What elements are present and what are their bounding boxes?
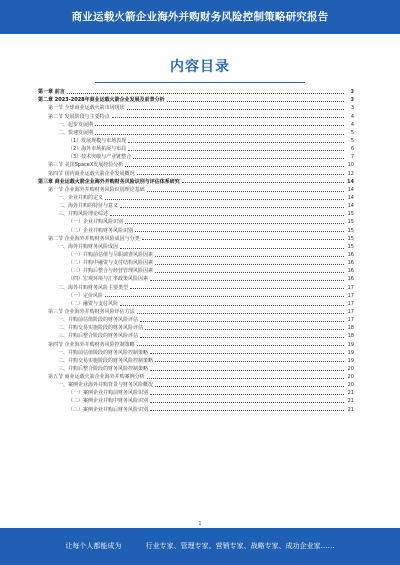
toc-entry-page: 20 [347,382,354,389]
toc-entry[interactable] [38,282,354,290]
toc-entry-page: 3 [350,105,354,112]
toc-entry[interactable] [38,356,354,364]
footer-slogan-left: 让每个人都能成为 [65,542,122,550]
toc-entry[interactable] [38,111,354,119]
toc-entry[interactable] [38,315,354,323]
page-number: 1 [198,521,202,527]
toc-dot-leader [67,93,344,94]
toc-entry-page: 17 [347,317,354,324]
toc-dot-leader [155,264,344,265]
toc-entry-label: 第二章 2023-2028年商业运载火箭企业发展及前景分析 [38,97,165,104]
toc-entry-page: 4 [350,121,354,128]
toc-entry-label: 三、并购风险理论综述 [58,211,109,218]
toc-entry-label: （2）海外市场拓展与布局 [68,146,127,153]
toc-entry[interactable] [38,348,354,356]
toc-entry-label: （三）并购后整合与经营管理风险因素 [68,268,154,275]
toc-entry-page: 16 [347,276,354,283]
toc-entry-label: 第一章 前言 [38,89,65,96]
toc-dot-leader [140,337,344,338]
toc-entry-page: 15 [347,211,354,218]
toc-entry-page: 17 [347,292,354,299]
toc-dot-leader [95,134,344,135]
toc-dot-leader [155,256,344,257]
toc-dot-leader [150,280,344,281]
toc-dot-leader [150,353,344,354]
toc-entry-label: （一）定价风险 [68,292,104,299]
toc-entry[interactable] [38,404,354,412]
toc-entry-label: （二）融资与支付风险 [68,300,119,307]
toc-entry-label: （一）案例企业并购前财务风险识别 [68,390,149,397]
toc-entry-page: 4 [350,113,354,120]
toc-entry[interactable] [38,364,354,372]
toc-entry-page: 3 [350,97,354,104]
toc-entry-page: 14 [347,194,354,201]
toc-entry-label: （一）企业并购风险识别 [68,219,124,226]
toc-entry[interactable] [38,274,354,282]
toc-entry[interactable] [38,177,354,185]
toc-entry[interactable] [38,185,354,193]
toc-entry-label: （二）企业并购财务风险识别 [68,227,134,234]
toc-entry-page: 5 [350,129,354,136]
toc-entry-label: 二、海外并购的特征与意义 [58,203,119,210]
toc-dot-leader [167,101,344,102]
toc-entry-page: 10 [347,162,354,169]
toc-entry-page: 19 [347,341,354,348]
toc-entry-page: 17 [347,308,354,315]
toc-entry-label: 第三节 美国SpaceX发展经验分析 [48,162,124,169]
report-title: 商业运载火箭企业海外并购财务风险控制策略研究报告 [71,11,329,23]
toc-entry-label: （四）宏观环境与汇率政策风险因素 [68,276,149,283]
toc-entry-page: 16 [347,268,354,275]
toc-entry-page: 14 [347,203,354,210]
toc-dot-leader [142,239,344,240]
toc-entry-page: 21 [347,406,354,413]
toc-dot-leader [150,394,344,395]
toc-entry-page: 6 [350,146,354,153]
toc-dot-leader [125,166,344,167]
toc-entry-label: 第二节 发展阶段与主要特点 [48,113,110,120]
toc-entry-page: 17 [347,300,354,307]
toc-entry-label: 一、起步发展期 [58,121,94,128]
toc-dot-leader [147,191,344,192]
toc-entry-page: 12 [347,170,354,177]
toc-entry-page: 21 [347,398,354,405]
toc-entry-page: 18 [347,333,354,340]
toc-entry[interactable] [38,323,354,331]
toc-entry[interactable] [38,266,354,274]
toc-entry-label: （3）技术突破与产业链整合 [68,154,132,161]
table-of-contents [38,87,354,519]
toc-dot-leader [145,329,344,330]
toc-entry-page: 14 [347,186,354,193]
toc-entry[interactable] [38,380,354,388]
toc-entry[interactable] [38,103,354,111]
toc-entry-label: 二、快速发展期 [58,129,94,136]
toc-dot-leader [150,370,344,371]
toc-entry-label: 第三节 企业海外并购财务风险评估方法 [48,308,135,315]
toc-entry[interactable] [38,120,354,128]
toc-dot-leader [137,174,344,175]
footer-slogan-right: 行业专家、管理专家、营销专家、战略专家、成功企业家…… [145,542,335,550]
toc-dot-leader [155,272,344,273]
toc-dot-leader [95,125,344,126]
toc-dot-leader [105,296,344,297]
toc-dot-leader [128,150,344,151]
toc-entry[interactable] [38,168,354,176]
toc-entry-page: 19 [347,357,354,364]
toc-dot-leader [137,345,344,346]
toc-entry-label: 第五节 商业运载火箭企业海外并购案例分析 [48,374,145,381]
toc-entry[interactable] [38,193,354,201]
toc-entry[interactable] [38,250,354,258]
toc-entry[interactable] [38,242,354,250]
toc-entry[interactable] [38,128,354,136]
toc-entry-page: 15 [347,219,354,226]
toc-dot-leader [112,117,344,118]
toc-entry-page: 20 [347,374,354,381]
toc-dot-leader [110,215,344,216]
toc-entry-label: 第一节 全球商业运载火箭市场现状 [48,105,125,112]
toc-entry[interactable] [38,144,354,152]
toc-entry[interactable] [38,331,354,339]
toc-entry-page: 14 [347,178,354,185]
toc-entry-page: 3 [350,89,354,96]
toc-dot-leader [125,223,344,224]
toc-dot-leader [135,231,344,232]
toc-entry-label: 三、并购后整合阶段的财务风险评估 [58,333,139,340]
toc-entry-label: 一、并购前估值阶段的财务风险评估 [58,317,139,324]
toc-dot-leader [120,248,344,249]
toc-entry-label: 二、海外并购财务风险主要类型 [58,284,129,291]
toc-dot-leader [140,321,344,322]
toc-entry[interactable] [38,307,354,315]
toc-entry-page: 7 [350,154,354,161]
toc-entry[interactable] [38,299,354,307]
toc-entry[interactable] [38,160,354,168]
toc-entry-page: 19 [347,349,354,356]
toc-entry-label: （1）发展规模与市场表现 [68,137,127,144]
toc-entry-label: 一、企业并购的定义 [58,194,104,201]
toc-entry-page: 16 [347,251,354,258]
toc-dot-leader [105,199,344,200]
toc-entry[interactable] [38,291,354,299]
toc-entry[interactable] [38,396,354,404]
toc-entry[interactable] [38,152,354,160]
toc-dot-leader [182,182,344,183]
toc-entry-label: （一）并购前估值与尽职调查风险因素 [68,251,154,258]
toc-dot-leader [150,410,344,411]
toc-entry-label: 三、并购后整合阶段的财务风险控制策略 [58,365,149,372]
toc-entry-page: 15 [347,243,354,250]
toc-dot-leader [133,158,344,159]
toc-heading: 内容目录 [170,59,230,75]
toc-dot-leader [127,109,344,110]
toc-entry[interactable] [38,95,354,103]
toc-entry[interactable] [38,217,354,225]
toc-dot-leader [137,313,344,314]
toc-entry[interactable] [38,372,354,380]
toc-entry-page: 20 [347,365,354,372]
toc-entry-label: 第二节 企业海外并购财务风险成因与分类 [48,235,140,242]
toc-heading-underline [95,82,305,83]
toc-entry-page: 15 [347,235,354,242]
toc-entry-page: 15 [347,227,354,234]
toc-entry[interactable] [38,209,354,217]
toc-entry-label: 二、并购交易实施阶段的财务风险控制策略 [58,357,154,364]
toc-entry[interactable] [38,339,354,347]
toc-entry-label: （二）案例企业并购中财务风险识别 [68,398,149,405]
toc-entry-label: 一、案例企业海外并购背景与财务风险概况 [58,382,154,389]
toc-dot-leader [150,402,344,403]
toc-entry-page: 16 [347,260,354,267]
toc-entry[interactable] [38,225,354,233]
toc-entry-label: （三）案例企业并购后财务风险识别 [68,406,149,413]
toc-entry[interactable] [38,258,354,266]
footer-slogan [0,528,400,565]
toc-dot-leader [120,305,344,306]
toc-dot-leader [147,378,344,379]
toc-entry-page: 5 [350,137,354,144]
toc-entry[interactable] [38,136,354,144]
toc-dot-leader [128,142,344,143]
toc-dot-leader [155,361,344,362]
toc-dot-leader [130,288,344,289]
toc-entry-label: 二、并购交易实施阶段的财务风险评估 [58,325,144,332]
toc-entry[interactable] [38,234,354,242]
toc-entry[interactable] [38,201,354,209]
toc-entry[interactable] [38,388,354,396]
toc-entry-label: 一、并购前估值阶段的财务风险控制策略 [58,349,149,356]
toc-entry-label: 第四节 国内商业运载火箭企业发展概况 [48,170,135,177]
toc-entry-label: 第三章 商业运载火箭企业海外并购财务风险识别与评估体系研究 [38,178,180,185]
toc-entry-label: （二）并购中融资与支付结构风险因素 [68,260,154,267]
toc-entry-label: 第一节 企业海外并购财务风险识别理论基础 [48,186,145,193]
toc-entry-page: 18 [347,325,354,332]
toc-dot-leader [120,207,344,208]
toc-entry-label: 第四节 企业海外并购财务风险控制策略 [48,341,135,348]
toc-dot-leader [155,386,344,387]
toc-entry-page: 21 [347,390,354,397]
toc-entry-label: 一、海外并购财务风险成因 [58,243,119,250]
toc-entry[interactable] [38,87,354,95]
toc-entry-page: 17 [347,284,354,291]
